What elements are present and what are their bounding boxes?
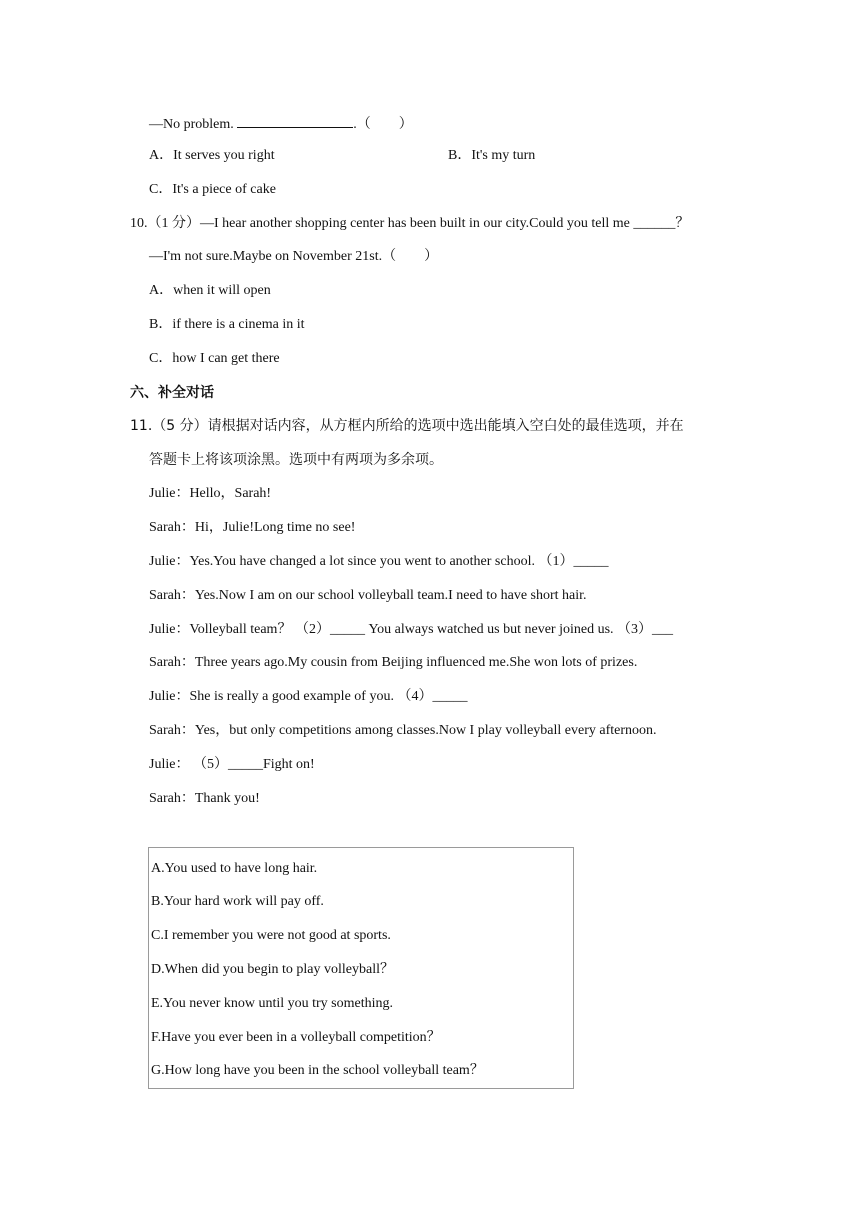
q11-stem-line1: 11.（5 分）请根据对话内容，从方框内所给的选项中选出能填入空白处的最佳选项，并在 <box>130 418 684 434</box>
q10-option-b[interactable]: B．if there is a cinema in it <box>149 317 305 332</box>
option-item: E.You never know until you try something. <box>151 996 394 1011</box>
q11-stem-line2: 答题卡上将该项涂黑。选项中有两项为多余项。 <box>149 452 443 468</box>
q9-option-a[interactable]: A．It serves you right <box>149 148 275 163</box>
q10-option-c[interactable]: C．how I can get there <box>149 351 280 366</box>
dialogue-line: Sarah：Hi，Julie!Long time no see! <box>149 520 356 535</box>
option-item: B.Your hard work will pay off. <box>151 894 324 909</box>
options-box <box>148 847 574 1089</box>
q9-option-c[interactable]: C．It's a piece of cake <box>149 182 276 197</box>
dialogue-line: Julie：She is really a good example of you. （4）_____ <box>149 689 468 704</box>
q9-response-prefix: —No problem. <box>149 117 238 132</box>
q10-stem: 10.（1 分）—I hear another shopping center has been built in our city.Could you tell me ______？ <box>130 216 690 231</box>
dialogue-line: Julie：Hello，Sarah! <box>149 486 272 501</box>
option-item: C.I remember you were not good at sports. <box>151 928 391 943</box>
q10-response: —I'm not sure.Maybe on November 21st.（ ） <box>149 249 439 264</box>
q9-option-b[interactable]: B．It's my turn <box>448 148 536 163</box>
dialogue-line: Julie：Yes.You have changed a lot since you went to another school. （1）_____ <box>149 554 609 569</box>
option-item: D.When did you begin to play volleyball？ <box>151 962 395 977</box>
dialogue-line: Sarah：Three years ago.My cousin from Beijing influenced me.She won lots of prizes. <box>149 655 638 670</box>
dialogue-line: Sarah：Yes.Now I am on our school volleyball team.I need to have short hair. <box>149 588 587 603</box>
q9-response <box>149 113 413 134</box>
option-item: A.You used to have long hair. <box>151 861 318 876</box>
option-item: F.Have you ever been in a volleyball competition？ <box>151 1030 441 1045</box>
option-item: G.How long have you been in the school volleyball team？ <box>151 1063 484 1078</box>
q9-answer-blank[interactable] <box>237 113 353 128</box>
dialogue-line: Sarah：Thank you! <box>149 791 260 806</box>
q10-option-a[interactable]: A．when it will open <box>149 283 271 298</box>
section-heading: 六、补全对话 <box>130 385 214 401</box>
dialogue-line: Julie：Volleyball team？ （2）_____ You always watched us but never joined us. （3）___ <box>149 622 674 637</box>
q9-response-suffix: .（ ） <box>353 117 413 132</box>
dialogue-line: Julie： （5）_____Fight on! <box>149 757 315 772</box>
dialogue-line: Sarah：Yes，but only competitions among classes.Now I play volleyball every afternoon. <box>149 723 657 738</box>
